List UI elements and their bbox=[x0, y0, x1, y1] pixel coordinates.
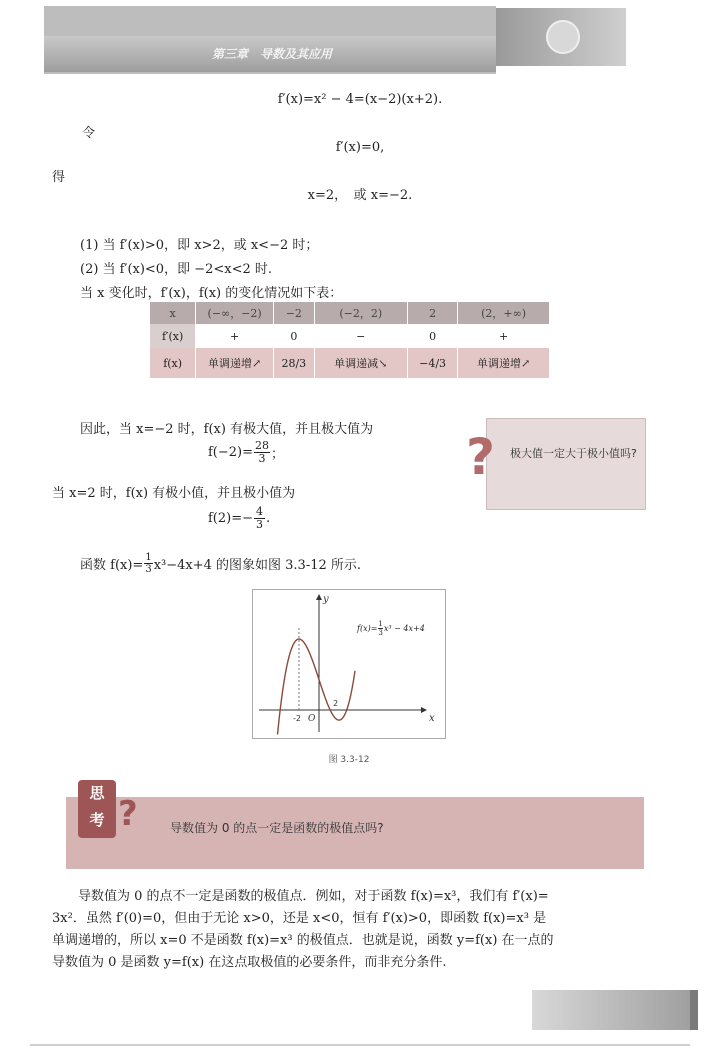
table-cell: 0 bbox=[407, 324, 457, 348]
x-axis-arrow bbox=[421, 707, 427, 713]
table-row bbox=[150, 348, 550, 378]
question-mark-icon: ? bbox=[466, 428, 496, 486]
max-end: ； bbox=[271, 447, 285, 462]
page-circle-icon bbox=[546, 20, 580, 54]
table-cell: + bbox=[196, 324, 274, 348]
curve-formula bbox=[357, 620, 425, 637]
think-badge-top: 思 bbox=[89, 784, 105, 802]
footer-line bbox=[30, 1044, 690, 1046]
table-cell: + bbox=[458, 324, 550, 348]
side-note-text: 极大值一定大于极小值吗? bbox=[510, 447, 637, 460]
min-end: . bbox=[266, 511, 271, 526]
formula-den: 3 bbox=[378, 629, 383, 637]
table-header-row bbox=[150, 302, 550, 324]
min-denominator: 3 bbox=[256, 518, 264, 531]
side-note-box bbox=[486, 418, 646, 510]
word-ling: 令 bbox=[82, 126, 96, 141]
figure-frame bbox=[252, 589, 446, 739]
variation-table bbox=[150, 302, 550, 378]
table-cell: 2 bbox=[407, 302, 457, 324]
table-cell: 28/3 bbox=[274, 348, 315, 378]
formula-a: f(x)= bbox=[357, 624, 378, 633]
y-label: y bbox=[323, 594, 329, 605]
table-cell: (−∞，−2) bbox=[196, 302, 274, 324]
graph-intro-a: 函数 f(x)= bbox=[80, 558, 144, 573]
function-graph bbox=[253, 590, 445, 738]
formula-fraction bbox=[378, 620, 382, 637]
max-fraction bbox=[254, 440, 270, 465]
think-badge bbox=[78, 780, 116, 838]
table-cell: 单调递增↗ bbox=[458, 348, 550, 378]
tick-neg2: -2 bbox=[293, 714, 301, 723]
paragraph-line: 3x²．虽然 f′(0)=0，但由于无论 x>0，还是 x<0，恒有 f′(x)>0，即函数 f(x)=x³ 是 bbox=[52, 911, 547, 926]
table-intro: 当 x 变化时，f′(x)，f(x) 的变化情况如下表： bbox=[80, 286, 343, 301]
paragraph-line: 导数值为 0 是函数 y=f(x) 在这点取极值的必要条件，而非充分条件. bbox=[52, 955, 447, 970]
min-fraction bbox=[254, 506, 265, 531]
table-cell: x bbox=[150, 302, 196, 324]
equation-zero: f′(x)=0, bbox=[335, 140, 385, 155]
equation-roots: x=2， 或 x=−2. bbox=[307, 188, 413, 203]
chapter-title: 第三章 导数及其应用 bbox=[212, 47, 333, 61]
table-cell: (2，+∞) bbox=[458, 302, 550, 324]
graph-intro-num: 1 bbox=[145, 552, 152, 563]
table-row bbox=[150, 324, 550, 348]
graph-intro bbox=[80, 552, 361, 575]
max-denominator: 3 bbox=[258, 452, 266, 465]
table-cell: −2 bbox=[274, 302, 315, 324]
paragraph-line: 导数值为 0 的点不一定是函数的极值点．例如，对于函数 f(x)=x³，我们有 f′(x)= bbox=[78, 889, 549, 904]
origin-label: O bbox=[308, 714, 316, 724]
word-de: 得 bbox=[52, 170, 66, 185]
formula-num: 1 bbox=[378, 620, 383, 628]
min-lhs: f(2)=− bbox=[208, 511, 254, 526]
table-cell: (−2，2) bbox=[314, 302, 407, 324]
graph-intro-fraction bbox=[144, 552, 152, 575]
min-numerator: 4 bbox=[256, 505, 264, 518]
max-value-equation bbox=[208, 440, 284, 465]
cubic-curve bbox=[278, 639, 356, 734]
max-lhs: f(−2)= bbox=[208, 445, 254, 460]
footer-tab-edge bbox=[690, 990, 698, 1030]
figure-caption: 图 3.3-12 bbox=[328, 755, 370, 765]
table-cell: 0 bbox=[274, 324, 315, 348]
table-cell: − bbox=[314, 324, 407, 348]
equation-derivative: f′(x)=x² − 4=(x−2)(x+2). bbox=[277, 92, 443, 107]
min-value-equation bbox=[208, 506, 270, 531]
explanation-paragraph bbox=[52, 886, 648, 974]
table-cell: −4/3 bbox=[407, 348, 457, 378]
graph-intro-den: 3 bbox=[145, 564, 152, 575]
table-cell: 单调递减↘ bbox=[314, 348, 407, 378]
tick-2: 2 bbox=[333, 699, 339, 708]
max-statement: 因此，当 x=−2 时，f(x) 有极大值，并且极大值为 bbox=[80, 422, 374, 437]
min-statement: 当 x=2 时，f(x) 有极小值，并且极小值为 bbox=[52, 486, 296, 501]
case-1: (1) 当 f′(x)>0，即 x>2，或 x<−2 时； bbox=[80, 238, 319, 253]
formula-b: x³ − 4x+4 bbox=[383, 624, 425, 633]
think-badge-bottom: 考 bbox=[89, 811, 105, 829]
case-2: (2) 当 f′(x)<0，即 −2<x<2 时. bbox=[80, 262, 273, 277]
table-cell: f′(x) bbox=[150, 324, 196, 348]
think-question: 导数值为 0 的点一定是函数的极值点吗? bbox=[170, 821, 384, 835]
footer-tab bbox=[532, 990, 698, 1030]
table-cell: 单调递增↗ bbox=[196, 348, 274, 378]
think-question-icon: ? bbox=[118, 794, 138, 834]
max-numerator: 28 bbox=[255, 439, 270, 452]
x-label: x bbox=[429, 713, 435, 724]
y-axis-arrow bbox=[316, 594, 322, 600]
table-cell: f(x) bbox=[150, 348, 196, 378]
paragraph-line: 单调递增的，所以 x=0 不是函数 f(x)=x³ 的极值点．也就是说，函数 y=f(x) 在一点的 bbox=[52, 933, 554, 948]
graph-intro-b: x³−4x+4 的图象如图 3.3-12 所示. bbox=[153, 558, 362, 573]
